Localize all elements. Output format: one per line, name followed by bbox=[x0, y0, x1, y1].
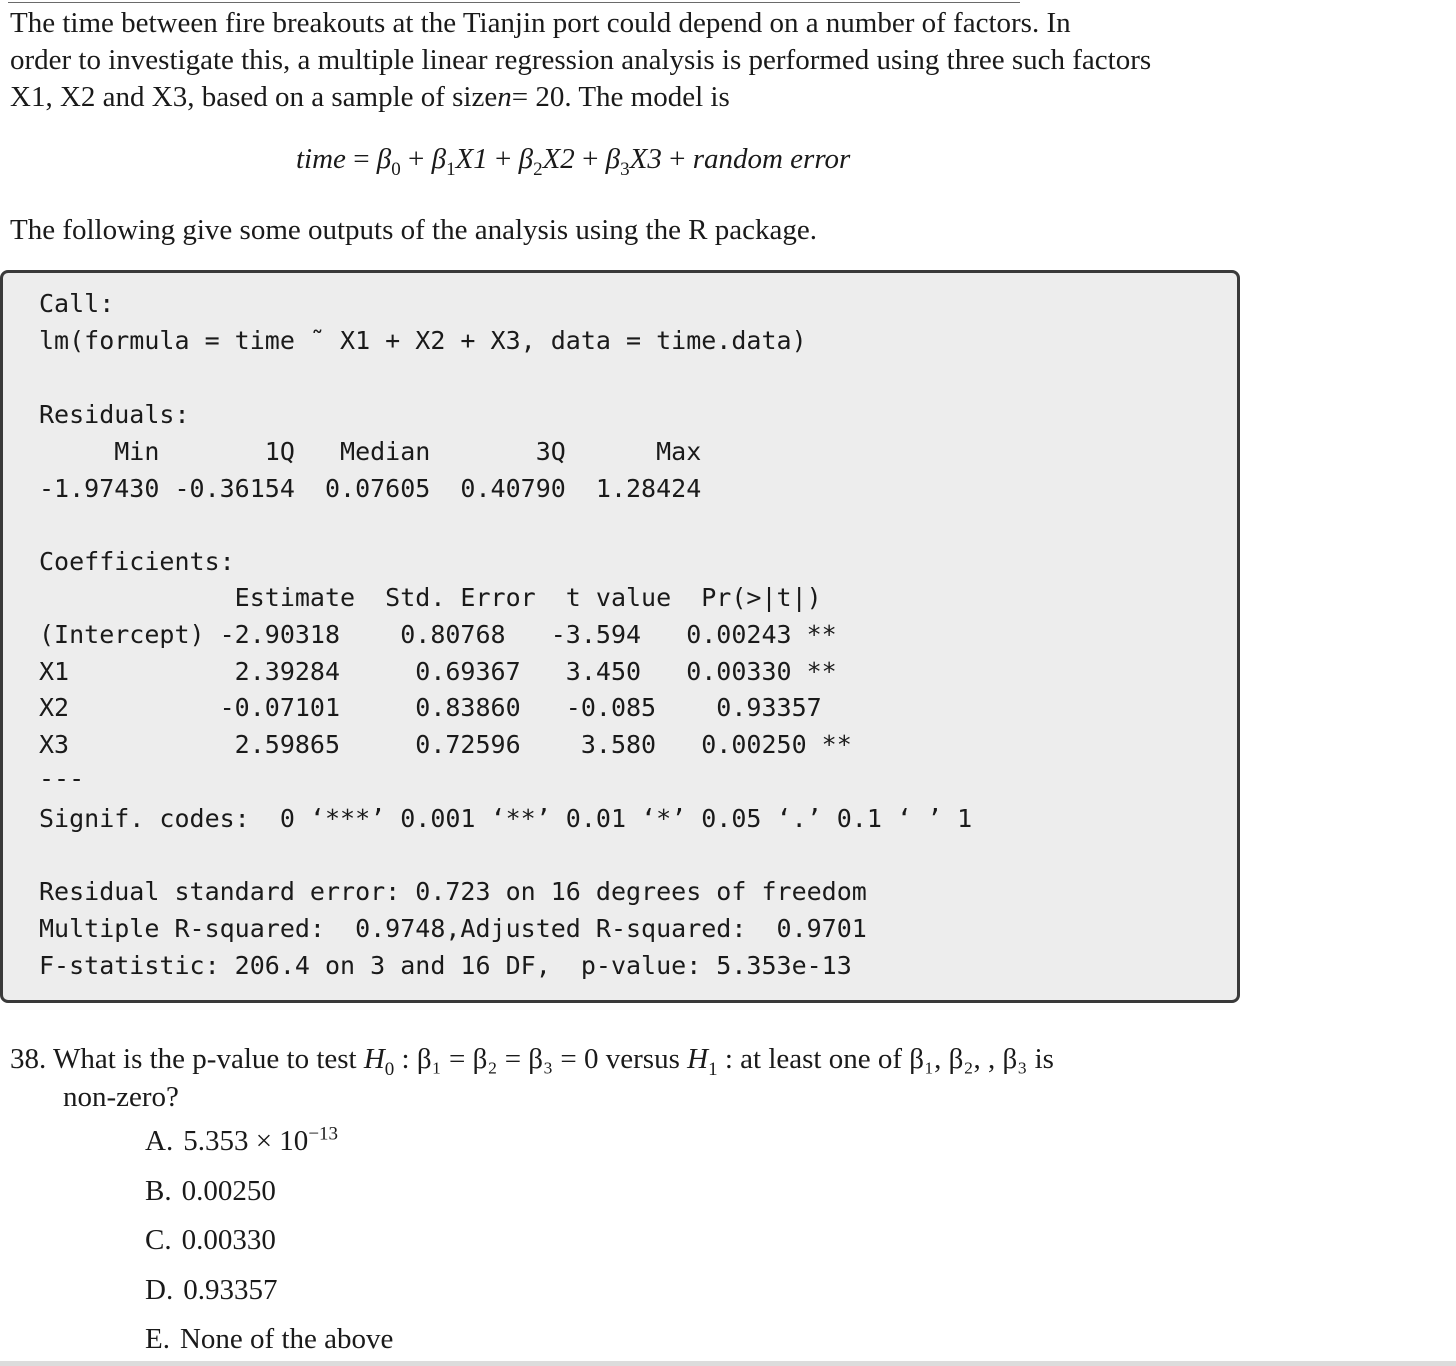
question-line-1 bbox=[10, 1040, 1260, 1078]
question-text-line-1 bbox=[10, 1040, 1054, 1078]
h0-sub: 0 bbox=[384, 1058, 395, 1080]
beta3: β bbox=[605, 143, 621, 175]
option-e-text: None of the above bbox=[179, 1323, 394, 1355]
option-e-letter: E. bbox=[145, 1323, 170, 1355]
beta0-sub: 0 bbox=[391, 158, 401, 180]
option-c[interactable] bbox=[145, 1224, 276, 1257]
bottom-edge-bar bbox=[0, 1361, 1456, 1366]
x1-term: X1 bbox=[455, 143, 488, 175]
option-a-exponent: −13 bbox=[308, 1123, 339, 1145]
intro-line-3-eq: = 20. The model is bbox=[511, 81, 730, 113]
r-residual-std-error: Residual standard error: 0.723 on 16 degrees of freedom bbox=[39, 877, 867, 906]
option-a[interactable] bbox=[145, 1125, 338, 1158]
r-call-label: Call: bbox=[39, 289, 115, 318]
question-text-a: What is the p-value to test bbox=[52, 1043, 364, 1075]
r-residuals-label: Residuals: bbox=[39, 400, 190, 429]
question-number: 38. bbox=[10, 1043, 47, 1075]
intro-line-1: The time between fire breakouts at the Tianjin port could depend on a number of factors. In bbox=[10, 7, 1071, 39]
r-f-statistic: F-statistic: 206.4 on 3 and 16 DF, p-value: 5.353e-13 bbox=[39, 951, 852, 980]
alternative-hypothesis: : at least one of β₁, β₂, , β₃ is bbox=[717, 1043, 1054, 1075]
r-r-squared: Multiple R-squared: 0.9748,Adjusted R-squared: 0.9701 bbox=[39, 914, 867, 943]
r-output-box bbox=[0, 270, 1240, 1003]
null-hypothesis: : β₁ = β₂ = β₃ = 0 versus bbox=[394, 1043, 688, 1075]
beta0: β bbox=[376, 143, 392, 175]
option-d-text: 0.93357 bbox=[183, 1274, 278, 1306]
option-b[interactable] bbox=[145, 1175, 276, 1208]
r-separator: --- bbox=[39, 764, 85, 793]
r-coef-row-x3: X3 2.59865 0.72596 3.580 0.00250 ** bbox=[39, 730, 852, 759]
equation-lhs: time bbox=[296, 143, 346, 175]
r-coef-row-x1: X1 2.39284 0.69367 3.450 0.00330 ** bbox=[39, 657, 837, 686]
h0-symbol: H bbox=[363, 1043, 385, 1075]
option-a-letter: A. bbox=[145, 1125, 174, 1157]
intro-line-2: order to investigate this, a multiple linear regression analysis is performed using three such factors bbox=[10, 44, 1152, 76]
option-a-mantissa: 5.353 × 10 bbox=[183, 1125, 309, 1157]
intro-paragraph bbox=[10, 5, 1260, 116]
intro-line-3-pre: X1, X2 and X3, based on a sample of size bbox=[10, 81, 498, 113]
x3-term: X3 bbox=[629, 143, 662, 175]
question-line-2: non-zero? bbox=[63, 1081, 179, 1113]
r-coef-row-intercept: (Intercept) -2.90318 0.80768 -3.594 0.00243 ** bbox=[39, 620, 837, 649]
h1-sub: 1 bbox=[708, 1058, 718, 1080]
x2-term: X2 bbox=[542, 143, 575, 175]
option-b-letter: B. bbox=[145, 1175, 172, 1207]
option-c-letter: C. bbox=[145, 1224, 172, 1256]
r-residuals-values: -1.97430 -0.36154 0.07605 0.40790 1.28424 bbox=[39, 474, 702, 503]
beta2: β bbox=[518, 143, 534, 175]
random-error: random error bbox=[692, 143, 851, 175]
option-c-text: 0.00330 bbox=[181, 1224, 276, 1256]
r-coefficients-header: Estimate Std. Error t value Pr(>|t|) bbox=[39, 583, 822, 612]
beta2-sub: 2 bbox=[533, 158, 543, 180]
model-equation: time = $\beta_0 + \beta_1X1 + \beta_2X2 + \beta_3X3$ + random error bbox=[296, 143, 851, 180]
following-sentence: The following give some outputs of the analysis using the R package. bbox=[10, 214, 818, 246]
top-rule bbox=[8, 2, 1020, 3]
h1-symbol: H bbox=[687, 1043, 709, 1075]
beta1: β bbox=[431, 143, 447, 175]
beta3-sub: 3 bbox=[620, 158, 630, 180]
r-residuals-header: Min 1Q Median 3Q Max bbox=[39, 437, 702, 466]
question-38 bbox=[10, 1040, 1260, 1116]
r-coef-row-x2: X2 -0.07101 0.83860 -0.085 0.93357 bbox=[39, 693, 822, 722]
beta1-sub: 1 bbox=[446, 158, 456, 180]
r-signif-codes: Signif. codes: 0 ‘***’ 0.001 ‘**’ 0.01 ‘*’ 0.05 ‘.’ 0.1 ‘ ’ 1 bbox=[39, 804, 973, 833]
r-call-formula: lm(formula = time ˜ X1 + X2 + X3, data = time.data) bbox=[39, 326, 807, 355]
r-coefficients-label: Coefficients: bbox=[39, 547, 235, 576]
intro-line-3 bbox=[10, 79, 1260, 116]
option-b-text: 0.00250 bbox=[181, 1175, 276, 1207]
option-d[interactable] bbox=[145, 1274, 277, 1307]
option-d-letter: D. bbox=[145, 1274, 174, 1306]
sample-size-symbol: n bbox=[497, 81, 512, 113]
option-e[interactable] bbox=[145, 1323, 393, 1356]
